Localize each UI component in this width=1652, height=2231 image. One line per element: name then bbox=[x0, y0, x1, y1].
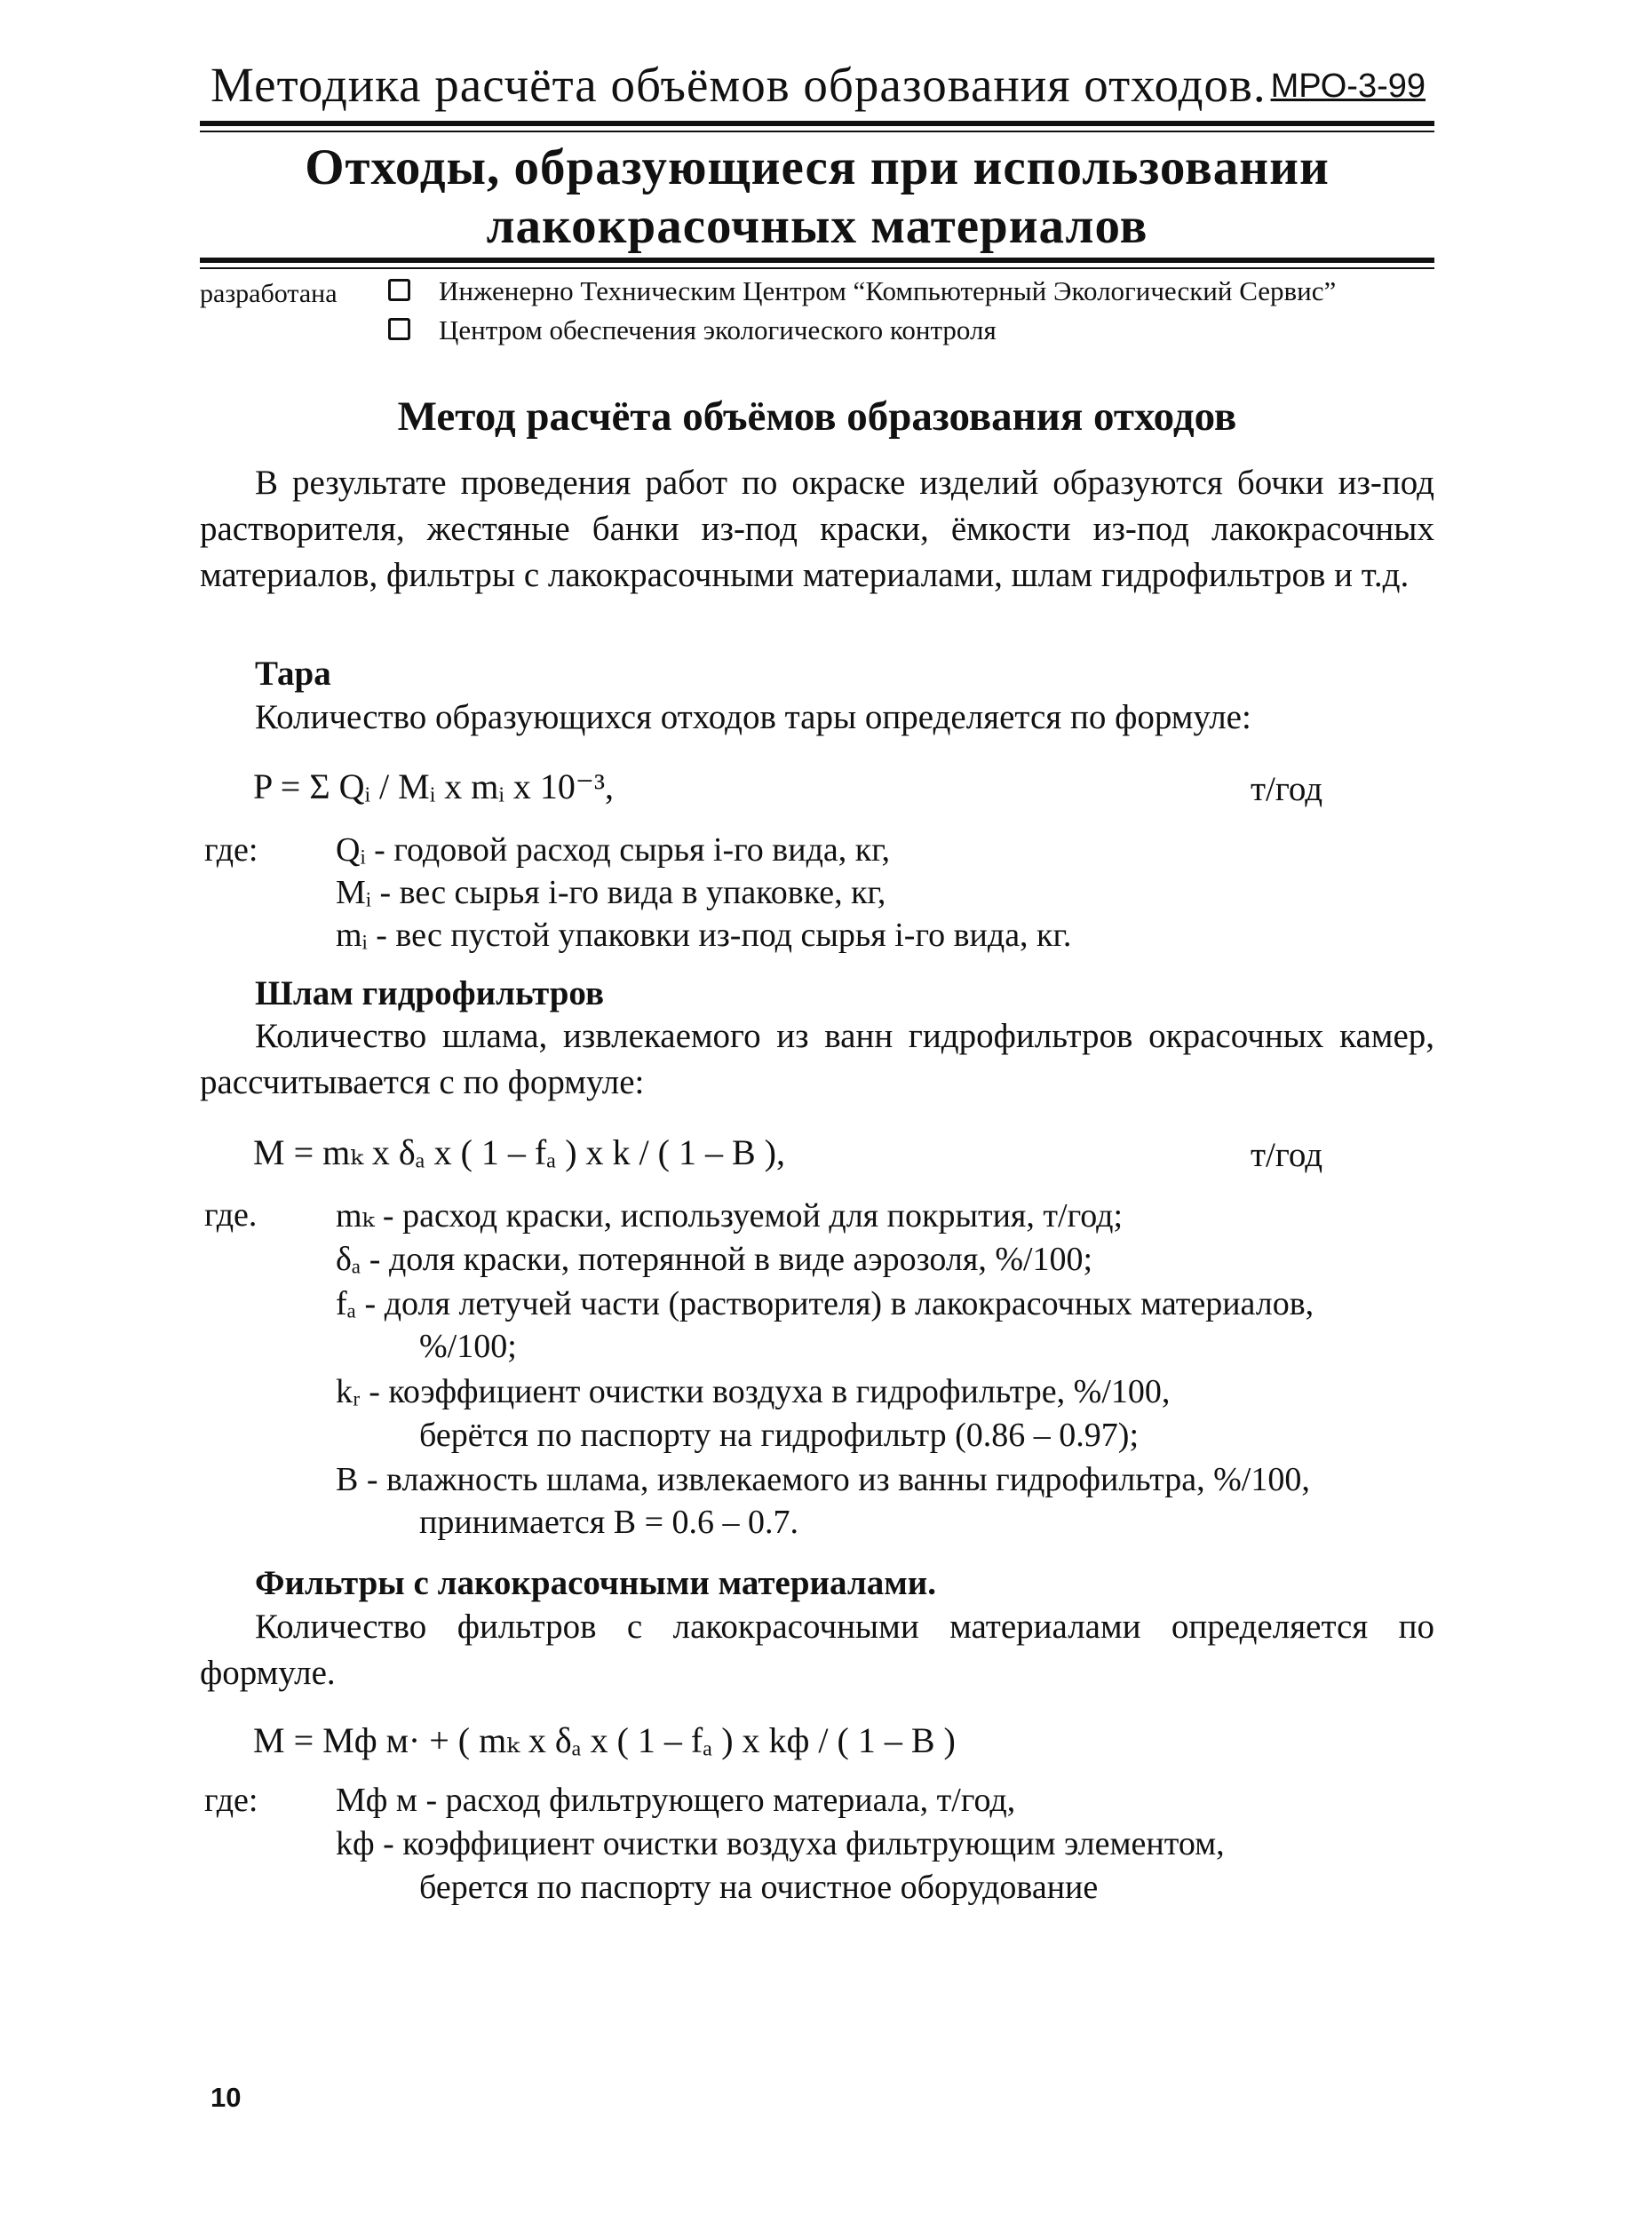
developed-by-label: разработана bbox=[200, 279, 338, 308]
title-rule-thin bbox=[200, 267, 1434, 269]
tara-formula: P = Σ Qᵢ / Mᵢ x mᵢ x 10⁻³, bbox=[253, 766, 615, 806]
main-title-line-2: лакокрасочных материалов bbox=[486, 198, 1148, 254]
filters-definition: kф - коэффициент очистки воздуха фильтрующим элементом, bbox=[336, 1825, 1225, 1862]
tara-definition: Qᵢ - годовой расход сырья i-го вида, кг, bbox=[336, 831, 891, 869]
filters-definition: Mф м - расход фильтрующего материала, т/год, bbox=[336, 1782, 1016, 1819]
sludge-heading: Шлам гидрофильтров bbox=[255, 974, 605, 1012]
intro-paragraph: В результате проведения работ по окраске изделий образуются бочки из-под растворителя, жестяные банки из-под краски, ёмкости из-под лакокрасочных материалов, фильтры с лакокрасочными материалами, шлам гидрофильтров и т.д. bbox=[200, 464, 1434, 594]
header-rule-thick bbox=[200, 121, 1434, 126]
tara-heading: Тара bbox=[255, 655, 331, 693]
sludge-definition: mₖ - расход краски, используемой для покрытия, т/год; bbox=[336, 1197, 1124, 1235]
developed-by-text: Центром обеспечения экологического контроля bbox=[439, 314, 997, 345]
developed-by-text: Инженерно Техническим Центром “Компьютерный Экологический Сервис” bbox=[439, 275, 1337, 306]
tara-text: Количество образующихся отходов тары определяется по формуле: bbox=[255, 698, 1251, 736]
title-rule-thick bbox=[200, 258, 1434, 263]
sludge-definition-continued: %/100; bbox=[419, 1328, 517, 1365]
running-title: Методика расчёта объёмов образования отходов. bbox=[210, 58, 1267, 112]
filters-definition-continued: берется по паспорту на очистное оборудование bbox=[419, 1869, 1099, 1906]
sludge-text: Количество шлама, извлекаемого из ванн гидрофильтров окрасочных камер, рассчитывается с по формуле: bbox=[200, 1017, 1434, 1101]
sludge-definition: kᵣ - коэффициент очистки воздуха в гидрофильтре, %/100, bbox=[336, 1373, 1171, 1410]
tara-where-label: где: bbox=[204, 831, 258, 869]
sludge-formula: M = mₖ x δₐ x ( 1 – fₐ ) x k / ( 1 – B ), bbox=[253, 1132, 785, 1172]
sludge-unit: т/год bbox=[1251, 1136, 1323, 1174]
filters-text: Количество фильтров с лакокрасочными материалами определяется по формуле. bbox=[200, 1608, 1434, 1692]
page-number: 10 bbox=[210, 2082, 242, 2113]
developed-by-item bbox=[388, 275, 1336, 307]
doc-code: МРО-3-99 bbox=[1270, 67, 1426, 105]
checkbox-icon bbox=[388, 279, 410, 301]
tara-unit: т/год bbox=[1251, 770, 1323, 808]
filters-formula: M = Mф м· + ( mₖ x δₐ x ( 1 – fₐ ) x kф / ( 1 – B ) bbox=[253, 1720, 956, 1760]
tara-definition: Mᵢ - вес сырья i-го вида в упаковке, кг, bbox=[336, 874, 886, 911]
sludge-definition: fₐ - доля летучей части (растворителя) в лакокрасочных материалов, bbox=[336, 1285, 1314, 1322]
checkbox-icon bbox=[388, 318, 410, 340]
header-rule-thin bbox=[200, 131, 1434, 132]
sludge-definition: δₐ - доля краски, потерянной в виде аэрозоля, %/100; bbox=[336, 1241, 1093, 1278]
main-title-line-1: Отходы, образующиеся при использовании bbox=[305, 139, 1330, 195]
sludge-where-label: где. bbox=[204, 1196, 258, 1234]
section-title: Метод расчёта объёмов образования отходов bbox=[397, 393, 1237, 440]
filters-heading: Фильтры с лакокрасочными материалами. bbox=[255, 1564, 936, 1602]
filters-where-label: где: bbox=[204, 1782, 258, 1819]
sludge-definition: B - влажность шлама, извлекаемого из ванны гидрофильтра, %/100, bbox=[336, 1461, 1310, 1498]
sludge-definition-continued: берётся по паспорту на гидрофильтр (0.86 – 0.97); bbox=[419, 1417, 1140, 1454]
developed-by-item bbox=[388, 314, 997, 346]
running-header bbox=[200, 55, 1434, 126]
sludge-definition-continued: принимается B = 0.6 – 0.7. bbox=[419, 1504, 799, 1541]
tara-definition: mᵢ - вес пустой упаковки из-под сырья i-го вида, кг. bbox=[336, 917, 1072, 954]
